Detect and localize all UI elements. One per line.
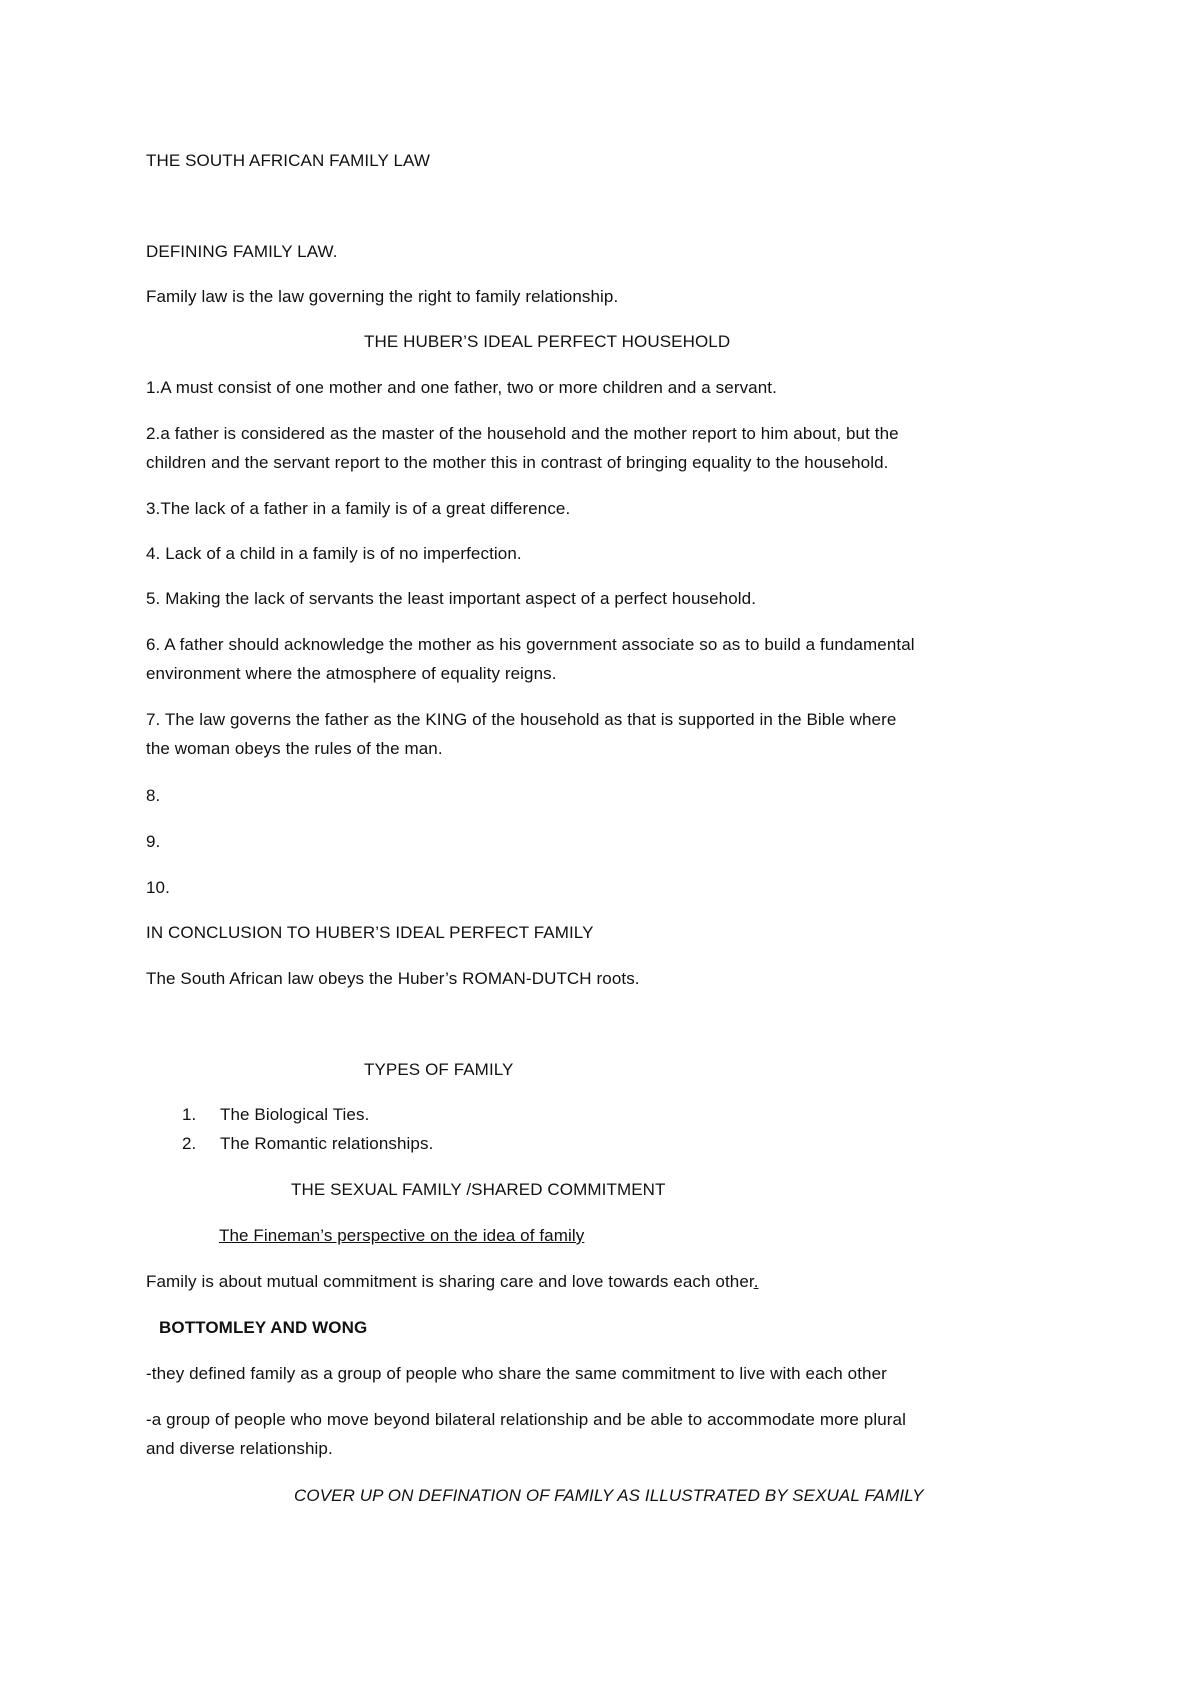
list-text: The Romantic relationships.	[220, 1134, 434, 1153]
huber-point-10: 10.	[146, 878, 170, 897]
cover-up-heading: COVER UP ON DEFINATION OF FAMILY AS ILLUSTRATED BY SEXUAL FAMILY	[294, 1486, 924, 1505]
huber-point-7-cont: the woman obeys the rules of the man.	[146, 739, 443, 758]
types-heading: TYPES OF FAMILY	[364, 1060, 514, 1079]
huber-point-2: 2.a father is considered as the master of the household and the mother report to him about, but the	[146, 424, 899, 443]
defining-heading: DEFINING FAMILY LAW.	[146, 242, 338, 261]
conclusion-text: The South African law obeys the Huber’s ROMAN-DUTCH roots.	[146, 969, 640, 988]
fineman-text	[146, 1267, 1066, 1296]
types-list-item	[182, 1100, 1102, 1129]
bottomley-point-1: -they defined family as a group of people who share the same commitment to live with each other	[146, 1364, 887, 1383]
types-list-item	[182, 1129, 1102, 1158]
list-number: 2.	[182, 1134, 197, 1153]
fineman-text-body: Family is about mutual commitment is sharing care and love towards each other	[146, 1272, 754, 1291]
document-title: THE SOUTH AFRICAN FAMILY LAW	[146, 151, 430, 170]
huber-point-1: 1.A must consist of one mother and one father, two or more children and a servant.	[146, 378, 777, 397]
huber-point-9: 9.	[146, 832, 161, 851]
bottomley-point-2-cont: and diverse relationship.	[146, 1439, 333, 1458]
huber-point-7: 7. The law governs the father as the KING of the household as that is supported in the Bible where	[146, 710, 897, 729]
list-number: 1.	[182, 1105, 197, 1124]
huber-point-8: 8.	[146, 786, 161, 805]
huber-heading: THE HUBER’S IDEAL PERFECT HOUSEHOLD	[364, 332, 731, 351]
bottomley-heading: BOTTOMLEY AND WONG	[159, 1318, 368, 1337]
huber-point-5: 5. Making the lack of servants the least important aspect of a perfect household.	[146, 589, 757, 608]
fineman-text-end: .	[753, 1272, 759, 1291]
huber-point-6-cont: environment where the atmosphere of equality reigns.	[146, 664, 557, 683]
huber-point-4: 4. Lack of a child in a family is of no imperfection.	[146, 544, 522, 563]
huber-point-6: 6. A father should acknowledge the mother as his government associate so as to build a fundamental	[146, 635, 915, 654]
definition-text: Family law is the law governing the right to family relationship.	[146, 287, 619, 306]
huber-point-3: 3.The lack of a father in a family is of a great difference.	[146, 499, 571, 518]
bottomley-point-2: -a group of people who move beyond bilateral relationship and be able to accommodate more plural	[146, 1410, 906, 1429]
sexual-family-heading: THE SEXUAL FAMILY /SHARED COMMITMENT	[291, 1180, 666, 1199]
fineman-heading: The Fineman’s perspective on the idea of family	[219, 1226, 585, 1245]
list-text: The Biological Ties.	[220, 1105, 370, 1124]
huber-point-2-cont: children and the servant report to the mother this in contrast of bringing equality to the household.	[146, 453, 889, 472]
conclusion-heading: IN CONCLUSION TO HUBER’S IDEAL PERFECT FAMILY	[146, 923, 594, 942]
